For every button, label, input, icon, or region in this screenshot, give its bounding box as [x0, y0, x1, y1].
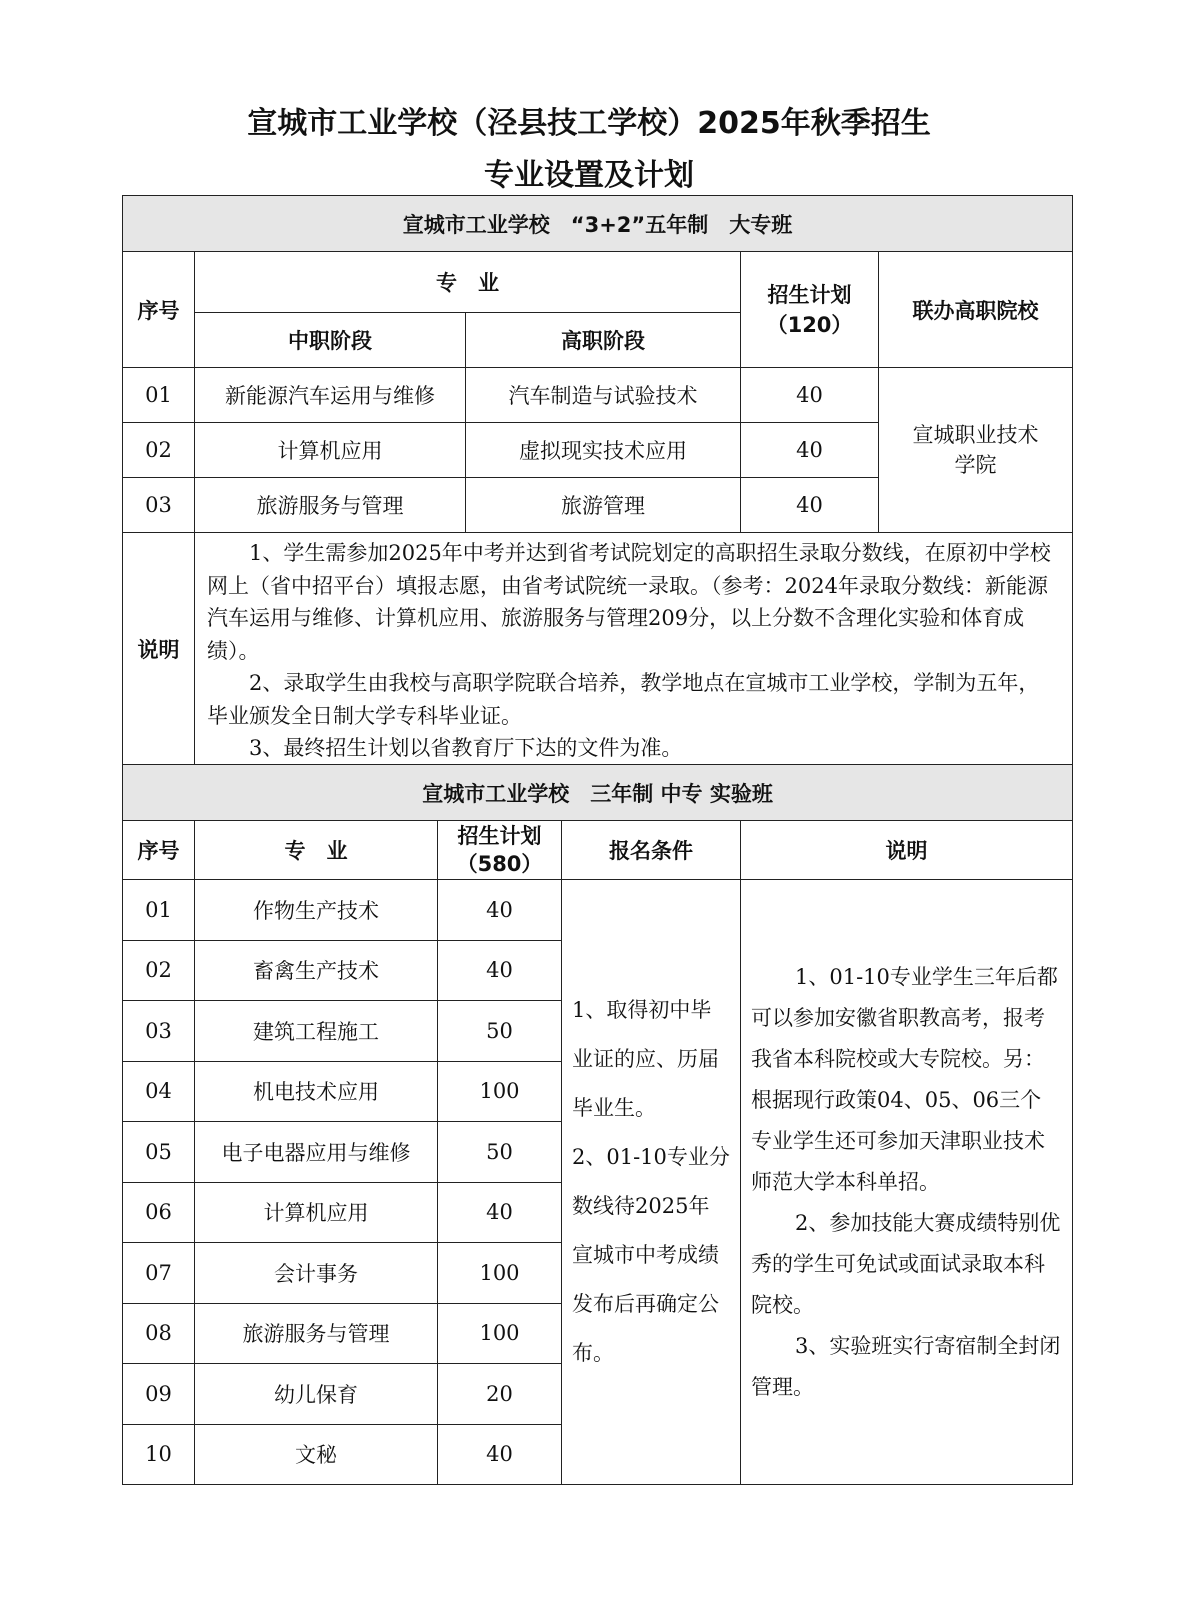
note-item: 1、学生需参加2025年中考并达到省考试院划定的高职招生录取分数线，在原初中学校网上（省中招平台）填报志愿，由省考试院统一录取。（参考：2024年录取分数线：新能源汽车运用与维修、计算机应用、旅游服务与管理209分，以上分数不含理化实验和体育成绩）。	[207, 541, 1051, 663]
row-seq: 01	[123, 368, 195, 423]
row-seq: 09	[123, 1364, 195, 1425]
row-higher-major: 虚拟现实技术应用	[466, 423, 741, 478]
row-plan: 50	[438, 1122, 562, 1183]
row-seq: 02	[123, 940, 195, 1001]
row-major: 畜禽生产技术	[195, 940, 438, 1001]
row-plan: 40	[438, 940, 562, 1001]
remark-item: 3、实验班实行寄宿制全封闭管理。	[751, 1333, 1061, 1399]
header-major: 专 业	[195, 821, 438, 880]
row-secondary-major: 新能源汽车运用与维修	[195, 368, 466, 423]
header-plan	[741, 252, 879, 368]
row-plan: 100	[438, 1243, 562, 1304]
row-plan: 40	[438, 1182, 562, 1243]
header-plan-total: （580）	[456, 852, 543, 876]
note-item: 2、录取学生由我校与高职学院联合培养，教学地点在宣城市工业学校，学制为五年，毕业颁发全日制大学专科毕业证。	[207, 671, 1040, 728]
table-row	[123, 368, 1073, 423]
row-plan: 40	[741, 423, 879, 478]
row-secondary-major: 计算机应用	[195, 423, 466, 478]
section-header: 宣城市工业学校 三年制 中专 实验班	[123, 765, 1073, 821]
row-seq: 06	[123, 1182, 195, 1243]
note-item: 3、最终招生计划以省教育厅下达的文件为准。	[249, 736, 683, 760]
header-plan-label: 招生计划	[457, 824, 542, 848]
header-seq: 序号	[123, 252, 195, 368]
row-plan: 40	[438, 1424, 562, 1485]
row-seq: 04	[123, 1061, 195, 1122]
condition-item: 2、01-10专业分数线待2025年宣城市中考成绩发布后再确定公布。	[572, 1145, 730, 1365]
header-seq: 序号	[123, 821, 195, 880]
program-remarks	[741, 880, 1073, 1485]
remark-item: 2、参加技能大赛成绩特别优秀的学生可免试或面试录取本科院校。	[751, 1210, 1061, 1317]
header-plan-total: （120）	[766, 312, 853, 337]
row-major: 建筑工程施工	[195, 1001, 438, 1062]
header-secondary-stage: 中职阶段	[195, 313, 466, 368]
header-plan	[438, 821, 562, 880]
row-plan: 100	[438, 1061, 562, 1122]
row-plan: 50	[438, 1001, 562, 1062]
row-seq: 05	[123, 1122, 195, 1183]
row-seq: 03	[123, 478, 195, 533]
table-row	[123, 880, 1073, 941]
partner-college	[879, 368, 1073, 533]
row-seq: 01	[123, 880, 195, 941]
row-seq: 10	[123, 1424, 195, 1485]
row-major: 会计事务	[195, 1243, 438, 1304]
notes-body	[195, 533, 1073, 766]
three-year-program-table	[122, 764, 1073, 1485]
header-remarks: 说明	[741, 821, 1073, 880]
row-plan: 40	[741, 478, 879, 533]
row-higher-major: 旅游管理	[466, 478, 741, 533]
row-plan: 40	[438, 880, 562, 941]
row-seq: 07	[123, 1243, 195, 1304]
header-plan-label: 招生计划	[767, 282, 852, 307]
header-conditions: 报名条件	[562, 821, 741, 880]
row-higher-major: 汽车制造与试验技术	[466, 368, 741, 423]
condition-item: 1、取得初中毕业证的应、历届毕业生。	[572, 998, 719, 1120]
row-major: 作物生产技术	[195, 880, 438, 941]
row-plan: 40	[741, 368, 879, 423]
header-partner: 联办高职院校	[879, 252, 1073, 368]
row-major: 机电技术应用	[195, 1061, 438, 1122]
row-seq: 03	[123, 1001, 195, 1062]
row-major: 计算机应用	[195, 1182, 438, 1243]
document-subtitle: 专业设置及计划	[484, 158, 694, 193]
notes-label: 说明	[123, 533, 195, 766]
row-seq: 02	[123, 423, 195, 478]
section-header: 宣城市工业学校 “3+2”五年制 大专班	[123, 196, 1073, 252]
row-major: 幼儿保育	[195, 1364, 438, 1425]
row-major: 电子电器应用与维修	[195, 1122, 438, 1183]
partner-college-line2: 学院	[954, 453, 997, 477]
partner-college-line1: 宣城职业技术	[912, 423, 1039, 447]
row-seq: 08	[123, 1303, 195, 1364]
row-plan: 20	[438, 1364, 562, 1425]
enrollment-conditions	[562, 880, 741, 1485]
row-major: 文秘	[195, 1424, 438, 1485]
remark-item: 1、01-10专业学生三年后都可以参加安徽省职教高考，报考我省本科院校或大专院校。另：根据现行政策04、05、06三个专业学生还可参加天津职业技术师范大学本科单招。	[751, 964, 1058, 1194]
row-plan: 100	[438, 1303, 562, 1364]
header-major: 专 业	[195, 252, 741, 313]
five-year-program-table	[122, 195, 1073, 766]
document-title: 宣城市工业学校（泾县技工学校）2025年秋季招生	[247, 106, 931, 141]
row-secondary-major: 旅游服务与管理	[195, 478, 466, 533]
row-major: 旅游服务与管理	[195, 1303, 438, 1364]
header-higher-stage: 高职阶段	[466, 313, 741, 368]
